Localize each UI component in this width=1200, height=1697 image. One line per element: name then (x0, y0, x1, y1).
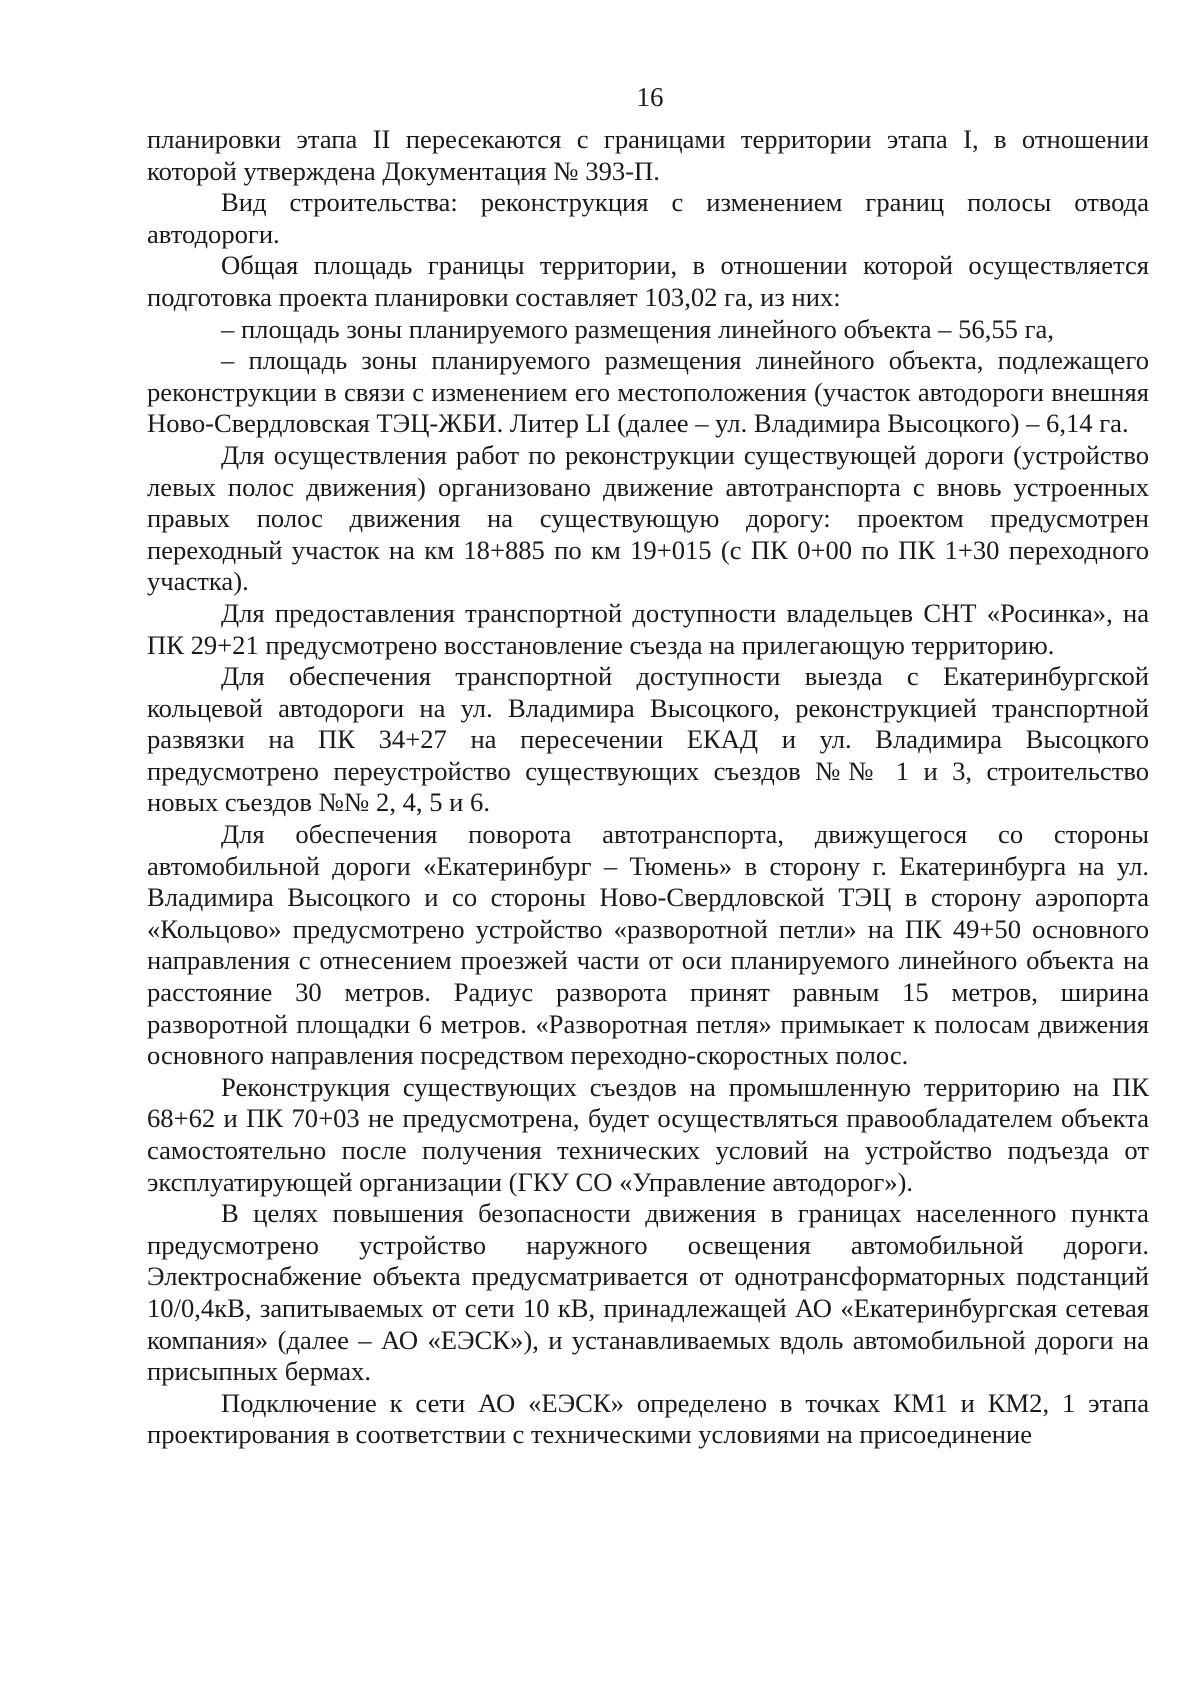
paragraph: Для осуществления работ по реконструкции существующей дороги (устройство левых полос движения) организовано движение автотранспорта с вновь устроенных правых полос движения на существующую дорогу: проектом предусмотрен переходный участок на км 18+885 по км 19+015 (с ПК 0+00 по ПК 1+30 переходного участка). (147, 439, 1149, 597)
paragraph: Для предоставления транспортной доступности владельцев СНТ «Росинка», на ПК 29+21 предусмотрено восстановление съезда на прилегающую территорию. (147, 597, 1149, 660)
list-item: – площадь зоны планируемого размещения линейного объекта – 56,55 га, (221, 313, 1054, 344)
paragraph: Общая площадь границы территории, в отношении которой осуществляется подготовка проекта планировки составляет 103,02 га, из них: (147, 250, 1149, 312)
paragraph: Вид строительства: реконструкция с изменением границ полосы отвода автодороги. (147, 187, 1149, 249)
paragraph: планировки этапа II пересекаются с границами территории этапа I, в отношении которой утверждена Документация № 393-П. (147, 124, 1149, 186)
page-number: 16 (636, 82, 664, 112)
list-item: – площадь зоны планируемого размещения линейного объекта, подлежащего реконструкции в связи с изменением его местоположения (участок автодороги внешняя Ново-Свердловская ТЭЦ-ЖБИ. Литер LI (далее – ул. Владимира Высоцкого) – 6,14 га. (147, 345, 1149, 439)
paragraph: В целях повышения безопасности движения в границах населенного пункта предусмотрено устройство наружного освещения автомобильной дороги. Электроснабжение объекта предусматривается от однотрансформаторных подстанций 10/0,4кВ, запитываемых от сети 10 кВ, принадлежащей АО «Екатеринбургская сетевая компания» (далее – АО «ЕЭСК»), и устанавливаемых вдоль автомобильной дороги на присыпных бермах. (147, 1198, 1149, 1387)
paragraph: Подключение к сети АО «ЕЭСК» определено в точках КМ1 и КМ2, 1 этапа проектирования в соответствии с техническими условиями на присоединение (147, 1387, 1149, 1450)
paragraph: Для обеспечения транспортной доступности выезда с Екатеринбургской кольцевой автодороги на ул. Владимира Высоцкого, реконструкцией транспортной развязки на ПК 34+27 на пересечении ЕКАД и ул. Владимира Высоцкого предусмотрено переустройство существующих съездов №№ 1 и 3, строительство новых съездов №№ 2, 4, 5 и 6. (147, 661, 1149, 818)
document-body (147, 124, 1149, 1451)
paragraph: Реконструкция существующих съездов на промышленную территорию на ПК 68+62 и ПК 70+03 не предусмотрена, будет осуществляться правообладателем объекта самостоятельно после получения технических условий на устройство подъезда от эксплуатирующей организации (ГКУ СО «Управление автодорог»). (147, 1071, 1149, 1197)
paragraph: Для обеспечения поворота автотранспорта, движущегося со стороны автомобильной дороги «Екатеринбург – Тюмень» в сторону г. Екатеринбурга на ул. Владимира Высоцкого и со стороны Ново-Свердловской ТЭЦ в сторону аэропорта «Кольцово» предусмотрено устройство «разворотной петли» на ПК 49+50 основного направления с отнесением проезжей части от оси планируемого линейного объекта на расстояние 30 метров. Радиус разворота принят равным 15 метров, ширина разворотной площадки 6 метров. «Разворотная петля» примыкает к полосам движения основного направления посредством переходно-скоростных полос. (147, 819, 1149, 1071)
